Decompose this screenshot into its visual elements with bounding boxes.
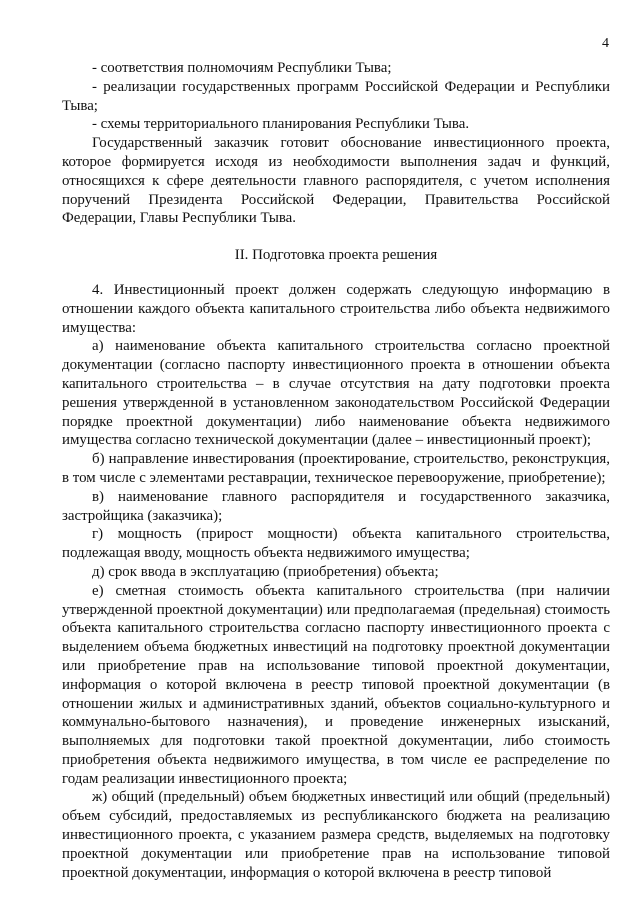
list-item: е) сметная стоимость объекта капитального строительства (при наличии утвержденной проектной документации) или предполагаемая (предельная) стоимость объекта капитального строительства согласно паспорту инвестиционного проекта с выделением объема бюджетных инвестиций на подготовку проектной документации или приобретение прав на использование типовой проектной документации, информация о которой включена в реестр типовой проектной документации (в отношении жилых и административных зданий, объектов социально-культурного и коммунально-бытового назначения), и проведение инженерных изысканий, выполняемых для подготовки такой проектной документации, либо стоимость приобретения объекта недвижимого имущества, в том числе ее распределение по годам реализации инвестиционного проекта;	[62, 582, 610, 787]
paragraph: - соответствия полномочиям Республики Тыва;	[92, 60, 392, 76]
list-item: д) срок ввода в эксплуатацию (приобретения) объекта;	[92, 563, 439, 580]
document-body	[62, 59, 610, 882]
list-item: 4. Инвестиционный проект должен содержать следующую информацию в отношении каждого объекта капитального строительства либо объекта недвижимого имущества:	[62, 281, 610, 336]
section-heading: II. Подготовка проекта решения	[234, 247, 438, 264]
paragraph: - схемы территориального планирования Республики Тыва.	[92, 116, 470, 133]
list-item: б) направление инвестирования (проектирование, строительство, реконструкция, в том числе с элементами реставрации, техническое перевооружение, приобретение);	[62, 451, 610, 486]
paragraph: Государственный заказчик готовит обоснование инвестиционного проекта, которое формируется исходя из необходимости выполнения задач и функций, относящихся к сфере деятельности главного распорядителя, с учетом исполнения поручений Президента Российской Федерации, Правительства Российской Федерации, Главы Республики Тыва.	[62, 135, 610, 227]
page-number: 4	[602, 36, 609, 51]
paragraph: - реализации государственных программ Российской Федерации и Республики Тыва;	[62, 78, 610, 114]
list-item: а) наименование объекта капитального строительства согласно проектной документации (согласно паспорту инвестиционного проекта в отношении объекта капитального строительства – в случае отсутствия на дату подготовки проекта решения утвержденной в установленном законодательством Российской Федерации порядке проектной документации) либо наименование объекта недвижимого имущества согласно технической документации (далее – инвестиционный проект);	[62, 338, 610, 449]
list-item: в) наименование главного распорядителя и государственного заказчика, застройщика (заказчика);	[62, 488, 610, 524]
list-item: г) мощность (прирост мощности) объекта капитального строительства, подлежащая вводу, мощность объекта недвижимого имущества;	[62, 526, 610, 562]
list-item: ж) общий (предельный) объем бюджетных инвестиций или общий (предельный) объем субсидий, предоставляемых из республиканского бюджета на реализацию инвестиционного проекта, с указанием размера средств, выделяемых на подготовку проектной документации или приобретение прав на использование типовой проектной документации, информация о которой включена в реестр типовой	[62, 789, 610, 881]
